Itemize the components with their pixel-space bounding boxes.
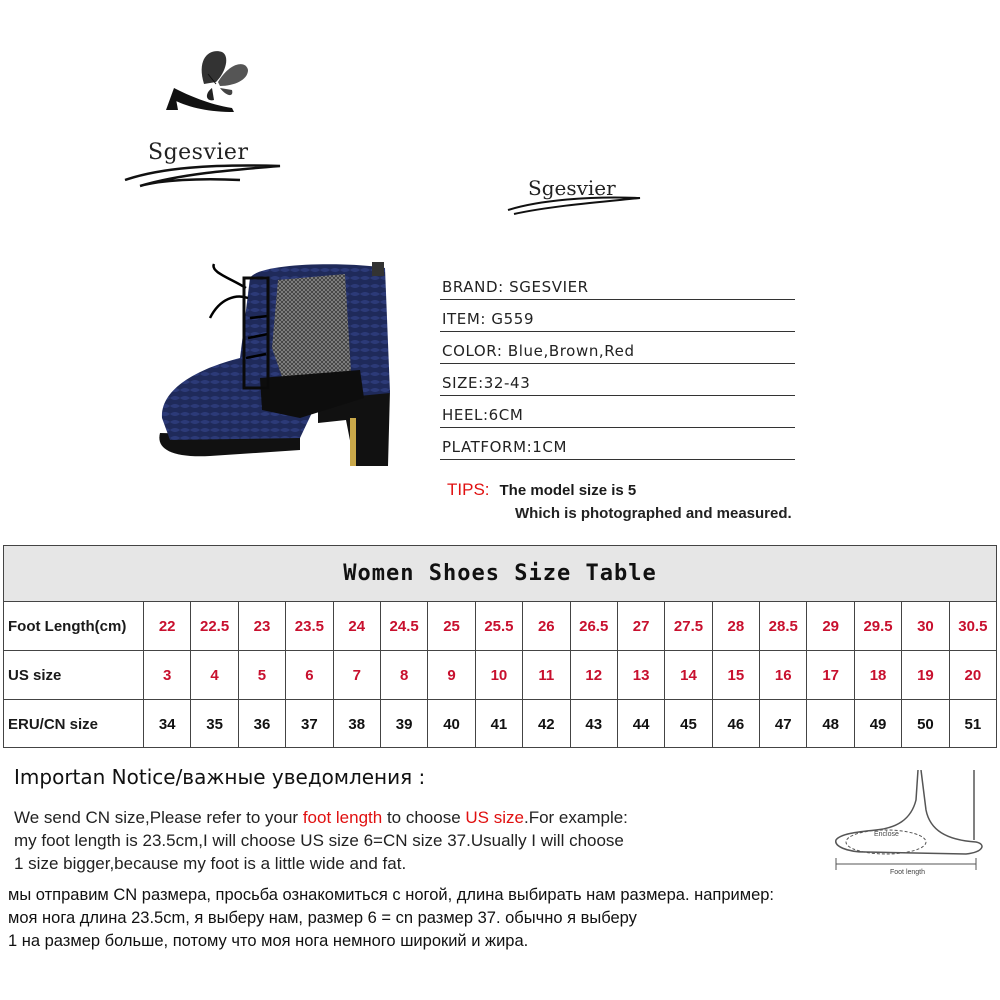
row-label: Foot Length(cm) <box>4 602 144 650</box>
table-cell: 20 <box>964 666 982 684</box>
spec-heel: HEEL:6CM <box>440 396 795 428</box>
logo-swoosh <box>500 192 650 222</box>
table-cell: 15 <box>713 651 760 699</box>
brand-logo-text: Sgesvier <box>528 176 616 200</box>
size-table <box>3 545 997 748</box>
table-cell: 44 <box>618 700 665 748</box>
table-cell: 36 <box>239 700 286 748</box>
table-cell: 51 <box>964 715 982 733</box>
table-cell: 47 <box>760 700 807 748</box>
table-cell: 29 <box>807 602 854 650</box>
spec-item: ITEM: G559 <box>440 300 795 332</box>
high-heel-butterfly-icon <box>160 48 250 118</box>
notice-title: Importan Notice/важные уведомления : <box>14 765 426 789</box>
table-cell: 23.5 <box>286 602 333 650</box>
table-cell: 41 <box>476 700 523 748</box>
table-cell: 39 <box>381 700 428 748</box>
table-cell: 35 <box>191 700 238 748</box>
tips-text-2: Which is photographed and measured. <box>515 505 792 522</box>
notice-ru-line-2: моя нога длина 23.5cm, я выберу нам, размер 6 = cn размер 37. обычно я выберу <box>8 909 637 927</box>
table-cell: 22 <box>144 602 191 650</box>
spec-brand: BRAND: SGESVIER <box>440 268 795 300</box>
table-cell: 42 <box>523 700 570 748</box>
table-cell: 24.5 <box>381 602 428 650</box>
table-cell: 37 <box>286 700 333 748</box>
table-cell: 28 <box>713 602 760 650</box>
tips-label: TIPS: <box>447 480 490 499</box>
brand-logo-large <box>120 40 290 165</box>
table-cell: 27 <box>618 602 665 650</box>
table-cell: 9 <box>428 651 475 699</box>
size-table-header <box>4 546 996 602</box>
table-cell: 10 <box>476 651 523 699</box>
spec-size: SIZE:32-43 <box>440 364 795 396</box>
notice-en-line-3: 1 size bigger,because my foot is a little wide and fat. <box>14 854 407 873</box>
notice-ru-line-3: 1 на размер больше, потому что моя нога немного широкий и жира. <box>8 932 529 950</box>
table-cell: 6 <box>286 651 333 699</box>
notice-english <box>14 806 628 875</box>
table-cell: 19 <box>902 651 949 699</box>
table-cell: 18 <box>855 651 902 699</box>
enclose-label: Enclose <box>874 831 899 838</box>
table-cell: 27.5 <box>665 602 712 650</box>
table-cell: 5 <box>239 651 286 699</box>
brand-logo-small <box>500 170 650 220</box>
table-cell: 38 <box>334 700 381 748</box>
notice-en-line-1: We send CN size,Please refer to your foot length to choose US size.For example: <box>14 808 628 827</box>
spec-color: COLOR: Blue,Brown,Red <box>440 332 795 364</box>
table-cell: 40 <box>428 700 475 748</box>
table-cell: 17 <box>807 651 854 699</box>
us-size-highlight: US size <box>465 808 524 827</box>
table-cell: 4 <box>191 651 238 699</box>
table-cell: 30.5 <box>958 617 988 635</box>
size-table-title: Women Shoes Size Table <box>343 561 657 586</box>
table-cell: 26.5 <box>571 602 618 650</box>
table-cell: 7 <box>334 651 381 699</box>
table-cell: 12 <box>571 651 618 699</box>
notice-ru-line-1: мы отправим CN размера, просьба ознакомиться с ногой, длина выбирать нам размера. например: <box>8 886 775 904</box>
tips-text-1: The model size is 5 <box>499 482 637 499</box>
eru-cn-size-row <box>4 700 996 748</box>
table-cell: 8 <box>381 651 428 699</box>
table-cell: 43 <box>571 700 618 748</box>
table-cell: 49 <box>855 700 902 748</box>
table-cell: 34 <box>144 700 191 748</box>
table-cell: 16 <box>760 651 807 699</box>
us-size-row <box>4 651 996 700</box>
row-label: ERU/CN size <box>4 700 144 748</box>
logo-swoosh <box>120 158 290 198</box>
brand-logo-text: Sgesvier <box>148 140 249 165</box>
foot-length-highlight: foot length <box>302 808 383 827</box>
table-cell: 45 <box>665 700 712 748</box>
table-cell: 25.5 <box>476 602 523 650</box>
table-cell: 23 <box>239 602 286 650</box>
boot-product-image <box>150 258 412 470</box>
table-cell: 46 <box>713 700 760 748</box>
table-cell: 29.5 <box>855 602 902 650</box>
table-cell: 50 <box>902 700 949 748</box>
table-cell: 13 <box>618 651 665 699</box>
foot-measure-diagram <box>826 770 996 880</box>
row-label: US size <box>4 651 144 699</box>
table-cell: 30 <box>902 602 949 650</box>
table-cell: 11 <box>523 651 570 699</box>
foot-length-row <box>4 602 996 651</box>
table-cell: 24 <box>334 602 381 650</box>
product-spec-list <box>440 268 795 460</box>
table-cell: 22.5 <box>191 602 238 650</box>
table-cell: 26 <box>523 602 570 650</box>
spec-platform: PLATFORM:1CM <box>440 428 795 460</box>
tips-line-1 <box>447 480 636 500</box>
table-cell: 28.5 <box>760 602 807 650</box>
table-cell: 3 <box>144 651 191 699</box>
foot-length-label: Foot length <box>890 869 926 876</box>
table-cell: 14 <box>665 651 712 699</box>
table-cell: 48 <box>807 700 854 748</box>
notice-russian <box>8 884 774 953</box>
notice-en-line-2: my foot length is 23.5cm,I will choose US size 6=CN size 37.Usually I will choose <box>14 831 624 850</box>
table-cell: 25 <box>428 602 475 650</box>
